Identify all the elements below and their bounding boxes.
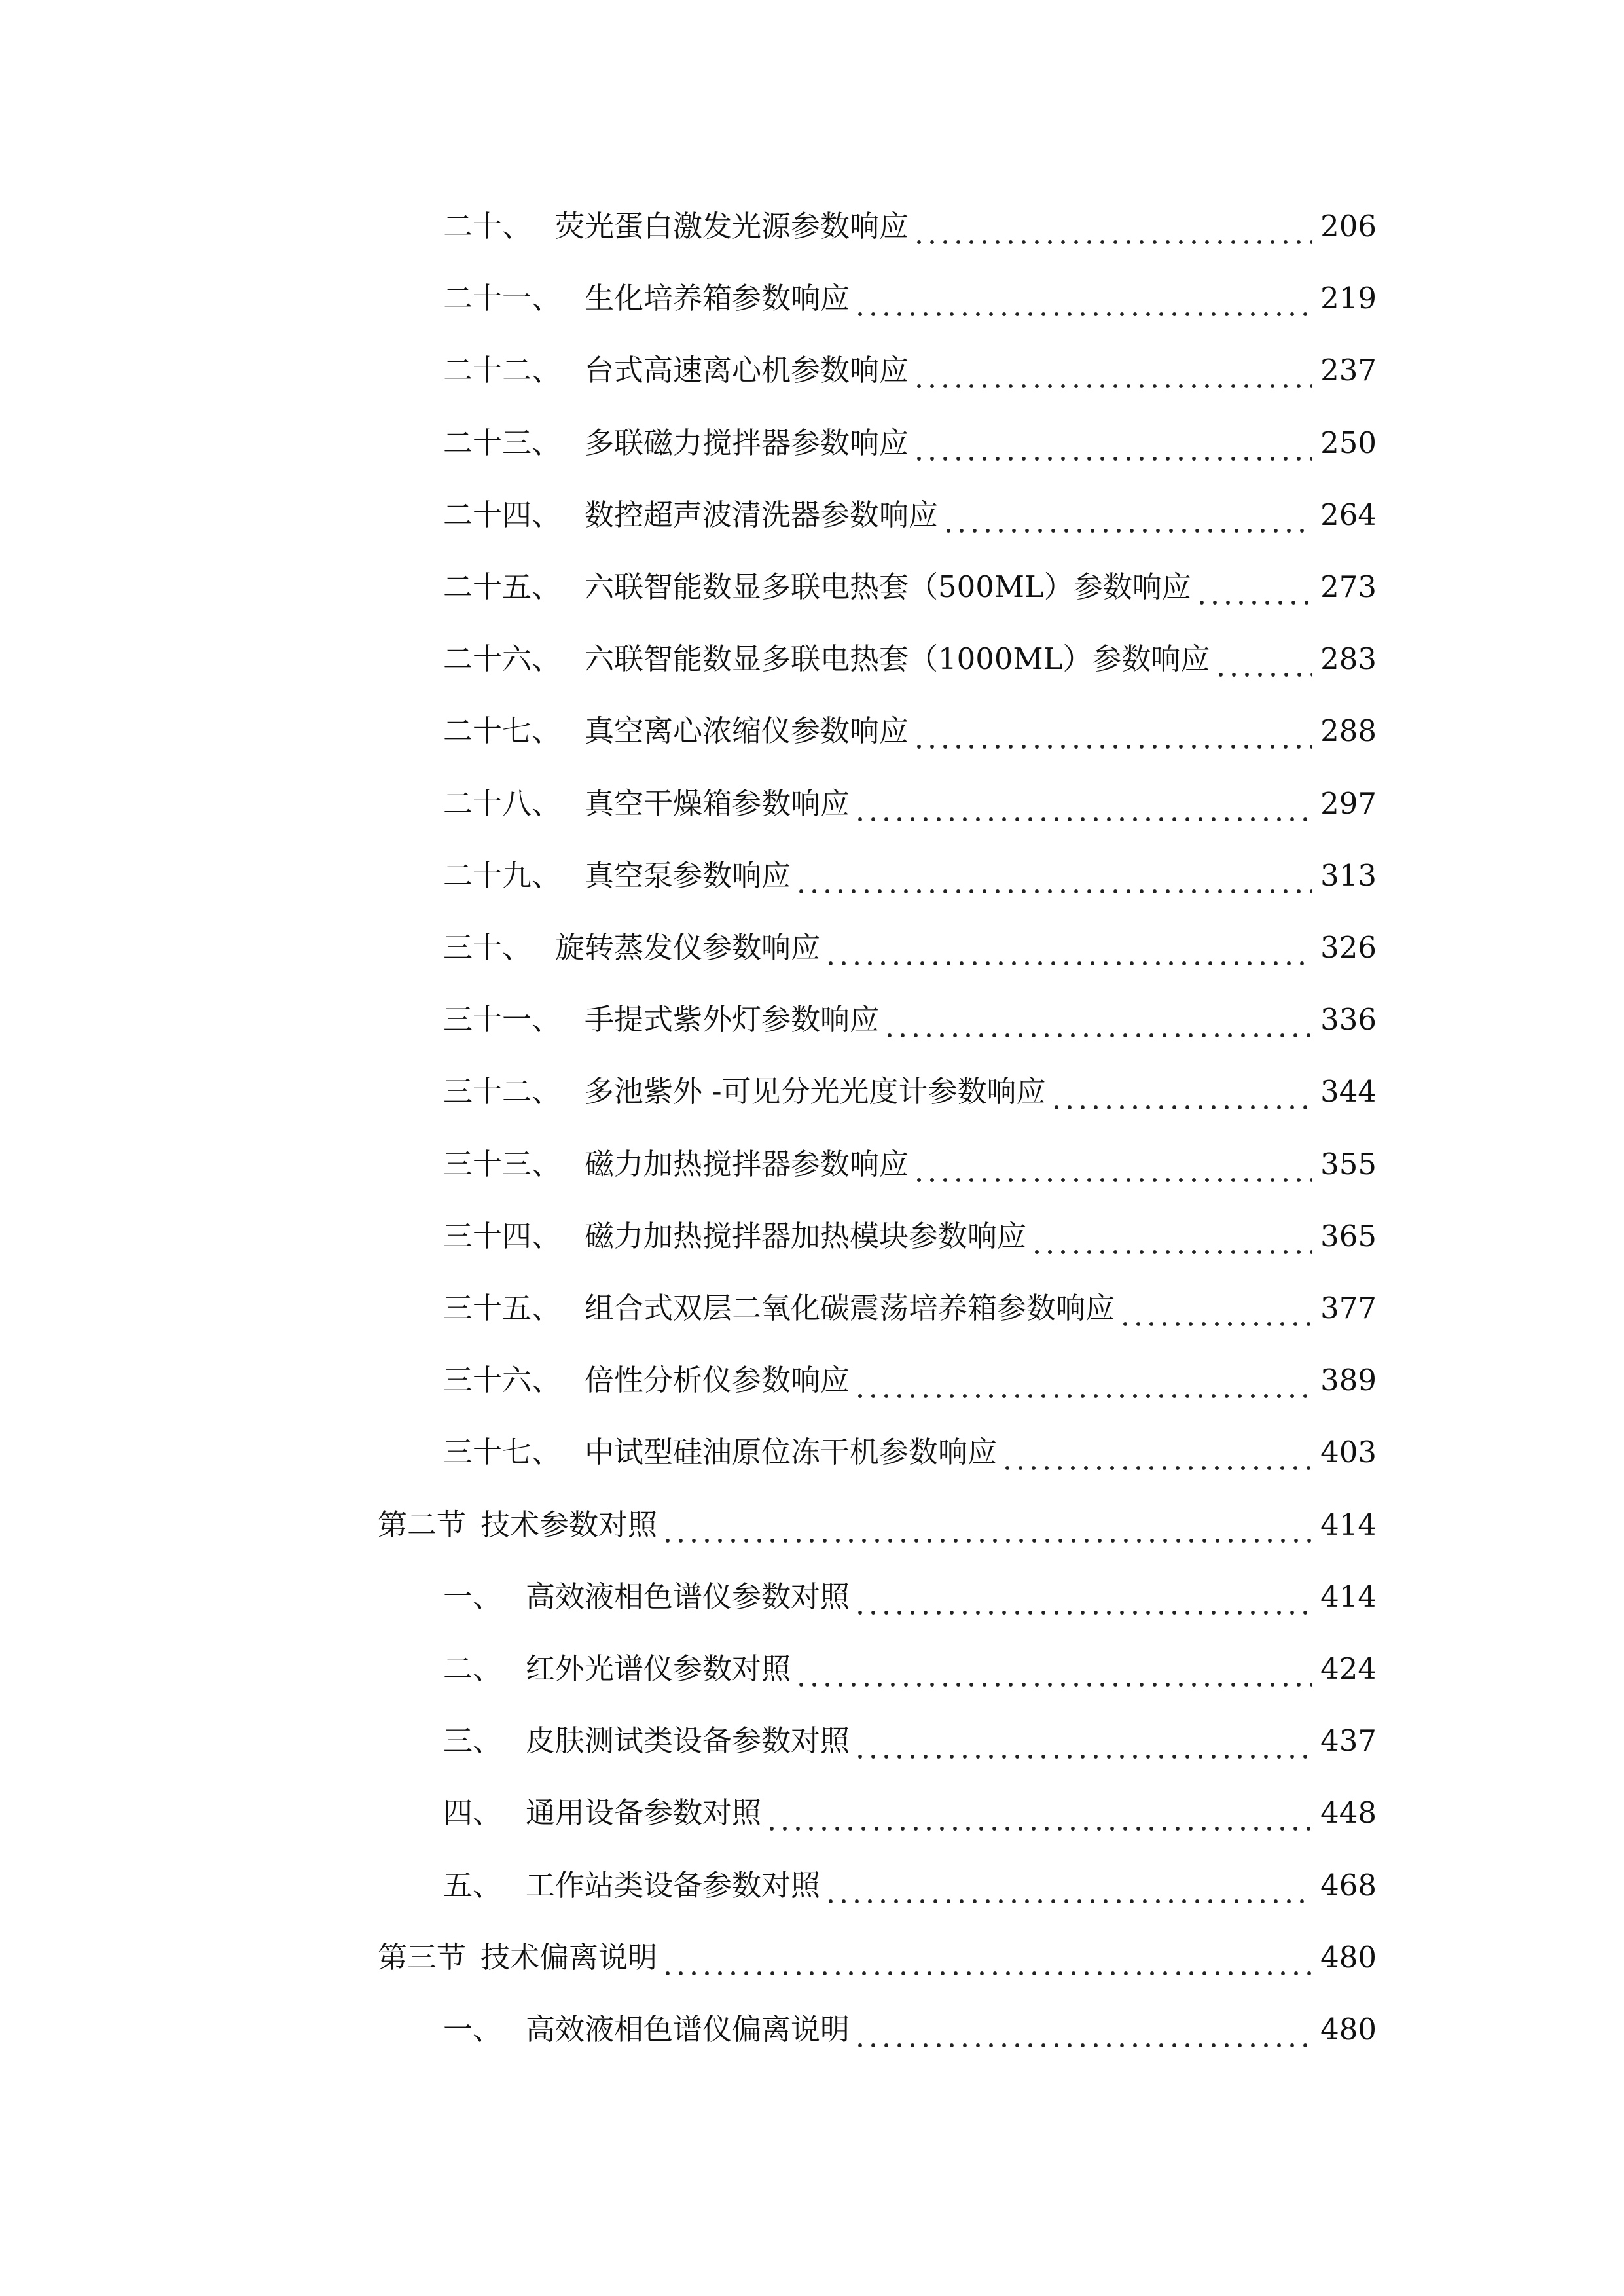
entry-number: 三十七、 [443,1435,562,1470]
page-number: 250 [1320,425,1377,460]
dot-leader [854,276,1312,321]
entry-number: 二十六、 [443,641,562,677]
entry-title: 中试型硅油原位冻干机参数响应 [585,1435,998,1470]
dot-leader [661,1935,1312,1981]
entry-title: 旋转蒸发仪参数响应 [555,930,821,965]
toc-entry[interactable] [0,636,1377,682]
entry-title: 多联磁力搅拌器参数响应 [585,425,909,460]
entry-number: 第三节 [378,1939,467,1975]
dot-leader [1195,564,1312,610]
entry-number: 三十、 [443,930,532,965]
toc-entry[interactable] [0,1574,1377,1620]
page-number: 414 [1320,1579,1377,1614]
entry-number: 三十三、 [443,1146,562,1181]
entry-number: 二十八、 [443,785,562,821]
entry-number: 五、 [443,1867,503,1903]
entry-number: 第二节 [378,1507,467,1542]
entry-title: 高效液相色谱仪偏离说明 [526,2012,850,2047]
entry-number: 一、 [443,2012,503,2047]
entry-title: 通用设备参数对照 [526,1795,762,1831]
dot-leader [765,1790,1312,1836]
dot-leader [1214,636,1313,682]
entry-title: 技术参数对照 [480,1507,658,1542]
toc-entry[interactable] [0,1141,1377,1187]
toc-entry[interactable] [0,1357,1377,1403]
toc-entry[interactable] [0,348,1377,393]
dot-leader [1001,1429,1312,1475]
page-number: 237 [1320,353,1377,388]
toc-entry[interactable] [0,564,1377,610]
page-number: 355 [1320,1146,1377,1181]
toc-section-entry[interactable] [0,1935,1377,1981]
dot-leader [824,1863,1312,1909]
toc-entry[interactable] [0,1285,1377,1331]
page-number: 437 [1320,1723,1377,1759]
entry-title: 倍性分析仪参数响应 [585,1363,850,1398]
page-number: 448 [1320,1795,1377,1831]
entry-number: 一、 [443,1579,503,1614]
entry-title: 手提式紫外灯参数响应 [585,1002,880,1037]
toc-section-entry[interactable] [0,1502,1377,1548]
page-number: 313 [1320,857,1377,893]
page-number: 219 [1320,281,1377,316]
toc-entry[interactable] [0,925,1377,971]
entry-title: 数控超声波清洗器参数响应 [585,497,939,532]
entry-number: 三十一、 [443,1002,562,1037]
dot-leader [795,1646,1312,1692]
entry-title: 真空干燥箱参数响应 [585,785,850,821]
entry-title: 生化培养箱参数响应 [585,281,850,316]
toc-entry[interactable] [0,997,1377,1043]
entry-title: 红外光谱仪参数对照 [526,1651,791,1686]
toc-entry[interactable] [0,1863,1377,1909]
dot-leader [883,997,1312,1043]
entry-title: 技术偏离说明 [480,1939,658,1975]
dot-leader [854,1357,1312,1403]
entry-number: 三十五、 [443,1291,562,1325]
entry-number: 三十六、 [443,1363,562,1398]
toc-entry[interactable] [0,492,1377,538]
page-number: 414 [1320,1507,1377,1542]
page-number: 468 [1320,1867,1377,1903]
entry-number: 四、 [443,1795,503,1831]
page-number: 377 [1320,1291,1377,1325]
page-number: 389 [1320,1363,1377,1398]
entry-title: 磁力加热搅拌器参数响应 [585,1146,909,1181]
page-number: 297 [1320,785,1377,821]
toc-entry[interactable] [0,781,1377,827]
entry-title: 多池紫外 -可见分光光度计参数响应 [585,1074,1046,1109]
dot-leader [661,1502,1312,1548]
page-number: 273 [1320,569,1377,604]
toc-entry[interactable] [0,708,1377,754]
toc-entry[interactable] [0,2007,1377,2053]
toc-entry[interactable] [0,853,1377,899]
dot-leader [854,781,1312,827]
entry-title: 台式高速离心机参数响应 [585,353,909,388]
toc-entry[interactable] [0,1429,1377,1475]
dot-leader [795,853,1312,899]
entry-number: 二十五、 [443,569,562,604]
entry-title: 真空泵参数响应 [585,857,791,893]
toc-entry[interactable] [0,276,1377,321]
page-number: 344 [1320,1074,1377,1109]
page-number: 326 [1320,930,1377,965]
dot-leader [912,708,1312,754]
entry-title: 组合式双层二氧化碳震荡培养箱参数响应 [585,1291,1115,1325]
entry-number: 二十九、 [443,857,562,893]
entry-title: 工作站类设备参数对照 [526,1867,821,1903]
dot-leader [912,1141,1312,1187]
page-number: 206 [1320,209,1377,243]
page-number: 365 [1320,1218,1377,1253]
entry-number: 三、 [443,1723,503,1759]
toc-entry[interactable] [0,420,1377,466]
dot-leader [1030,1213,1312,1259]
toc-entry[interactable] [0,1213,1377,1259]
entry-title: 磁力加热搅拌器加热模块参数响应 [585,1218,1027,1253]
dot-leader [942,492,1312,538]
entry-number: 三十二、 [443,1074,562,1109]
entry-number: 二十七、 [443,713,562,749]
entry-title: 荧光蛋白激发光源参数响应 [555,209,909,243]
toc-entry[interactable] [0,1069,1377,1115]
toc-entry[interactable] [0,1718,1377,1764]
dot-leader [854,1718,1312,1764]
entry-number: 二十三、 [443,425,562,460]
dot-leader [912,204,1312,249]
entry-title: 六联智能数显多联电热套（500ML）参数响应 [585,569,1191,604]
entry-number: 三十四、 [443,1218,562,1253]
dot-leader [912,420,1312,466]
page-number: 264 [1320,497,1377,532]
entry-number: 二十二、 [443,353,562,388]
dot-leader [854,1574,1312,1620]
entry-title: 真空离心浓缩仪参数响应 [585,713,909,749]
page-number: 424 [1320,1651,1377,1686]
dot-leader [854,2007,1312,2053]
dot-leader [1119,1285,1312,1331]
entry-number: 二、 [443,1651,503,1686]
page-number: 480 [1320,2012,1377,2047]
dot-leader [912,348,1312,393]
page-number: 288 [1320,713,1377,749]
entry-number: 二十四、 [443,497,562,532]
toc-entry[interactable] [0,1646,1377,1692]
page-number: 336 [1320,1002,1377,1037]
toc-entry[interactable] [0,204,1377,249]
entry-number: 二十一、 [443,281,562,316]
dot-leader [1050,1069,1313,1115]
page-number: 480 [1320,1939,1377,1975]
page-number: 403 [1320,1435,1377,1470]
toc-entry[interactable] [0,1790,1377,1836]
dot-leader [824,925,1312,971]
entry-title: 六联智能数显多联电热套（1000ML）参数响应 [585,641,1210,677]
entry-title: 高效液相色谱仪参数对照 [526,1579,850,1614]
page-number: 283 [1320,641,1377,677]
entry-title: 皮肤测试类设备参数对照 [526,1723,850,1759]
entry-number: 二十、 [443,209,532,243]
